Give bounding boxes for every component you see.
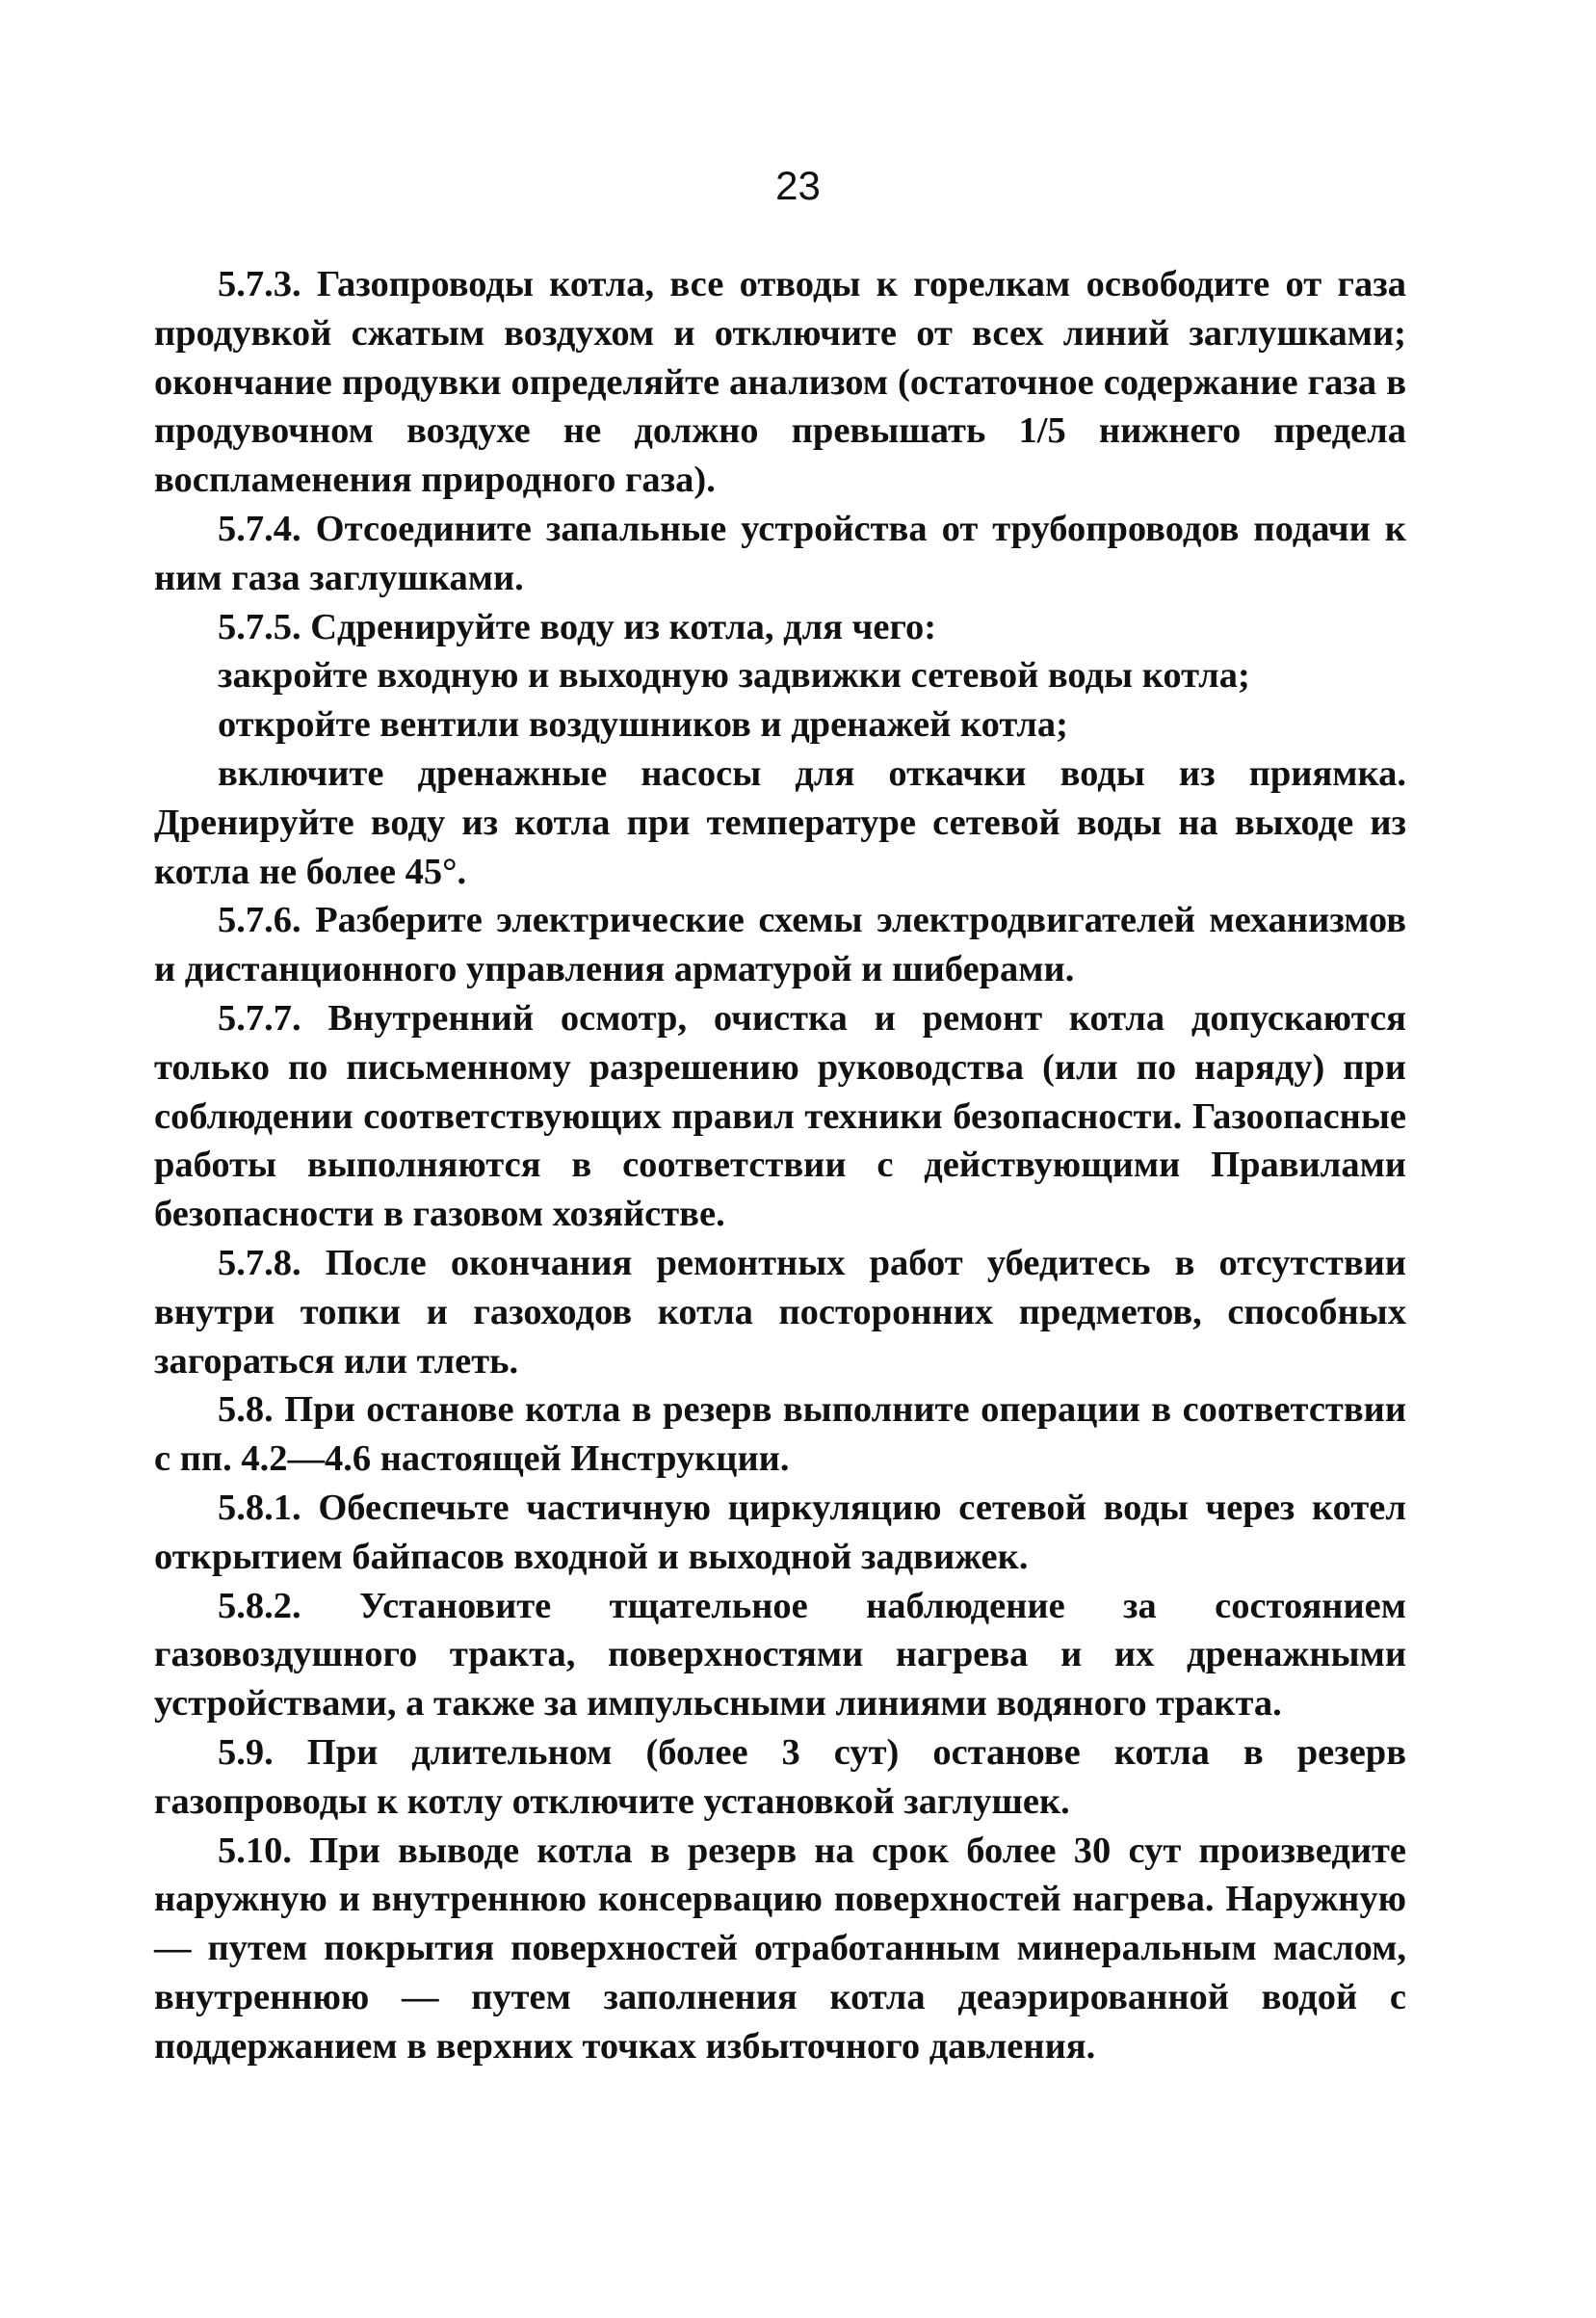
paragraph-5-9: 5.9. При длительном (более 3 сут) останове котла в резерв газопроводы к котлу отключите установкой заглушек. xyxy=(154,1731,1406,1822)
paragraph-5-8-1: 5.8.1. Обеспечьте частичную циркуляцию сетевой воды через котел открытием байпасов входной и выходной задвижек. xyxy=(154,1487,1406,1577)
paragraph-5-7-5-step-3: включите дренажные насосы для откачки воды из приямка. Дренируйте воду из котла при температуре сетевой воды на выходе из котла не более 45°. xyxy=(154,752,1406,892)
paragraph-5-7-5: 5.7.5. Сдренируйте воду из котла, для чего: xyxy=(218,606,937,647)
paragraph-5-7-4: 5.7.4. Отсоедините запальные устройства от трубопроводов подачи к ним газа заглушками. xyxy=(154,508,1406,598)
paragraph-5-7-6: 5.7.6. Разберите электрические схемы электродвигателей механизмов и дистанционного управления арматурой и шиберами. xyxy=(154,900,1406,990)
paragraph-5-10: 5.10. При выводе котла в резерв на срок более 30 сут произведите наружную и внутреннюю консервацию поверхностей нагрева. Наружную — путем покрытия поверхностей отработанным минеральным маслом, внутреннюю — путем заполнения котла деаэрированной водой с поддержанием в верхних точках избыточного давления. xyxy=(154,1830,1406,2067)
paragraph-5-7-5-step-2: откройте вентили воздушников и дренажей котла; xyxy=(218,704,1068,746)
document-body xyxy=(154,260,1406,2070)
page-number: 23 xyxy=(775,163,821,208)
paragraph-5-7-7: 5.7.7. Внутренний осмотр, очистка и ремонт котла допускаются только по письменному разрешению руководства (или по наряду) при соблюдении соответствующих правил техники безопасности. Газоопасные работы выполняются в соответствии с действующими Правилами безопасности в газовом хозяйстве. xyxy=(154,997,1406,1235)
paragraph-5-7-3: 5.7.3. Газопроводы котла, все отводы к горелкам освободите от газа продувкой сжатым воздухом и отключите от всех линий заглушками; окончание продувки определяйте анализом (остаточное содержание газа в продувочном воздухе не должно превышать 1/5 нижнего предела воспламенения природного газа). xyxy=(154,264,1406,501)
paragraph-5-7-8: 5.7.8. После окончания ремонтных работ убедитесь в отсутствии внутри топки и газоходов котла посторонних предметов, способных загораться или тлеть. xyxy=(154,1242,1406,1382)
paragraph-5-8: 5.8. При останове котла в резерв выполните операции в соответствии с пп. 4.2—4.6 настоящей Инструкции. xyxy=(154,1389,1406,1480)
paragraph-5-7-5-step-1: закройте входную и выходную задвижки сетевой воды котла; xyxy=(218,655,1250,697)
paragraph-5-8-2: 5.8.2. Установите тщательное наблюдение за состоянием газовоздушного тракта, поверхностями нагрева и их дренажными устройствами, а также за импульсными линиями водяного тракта. xyxy=(154,1585,1406,1725)
